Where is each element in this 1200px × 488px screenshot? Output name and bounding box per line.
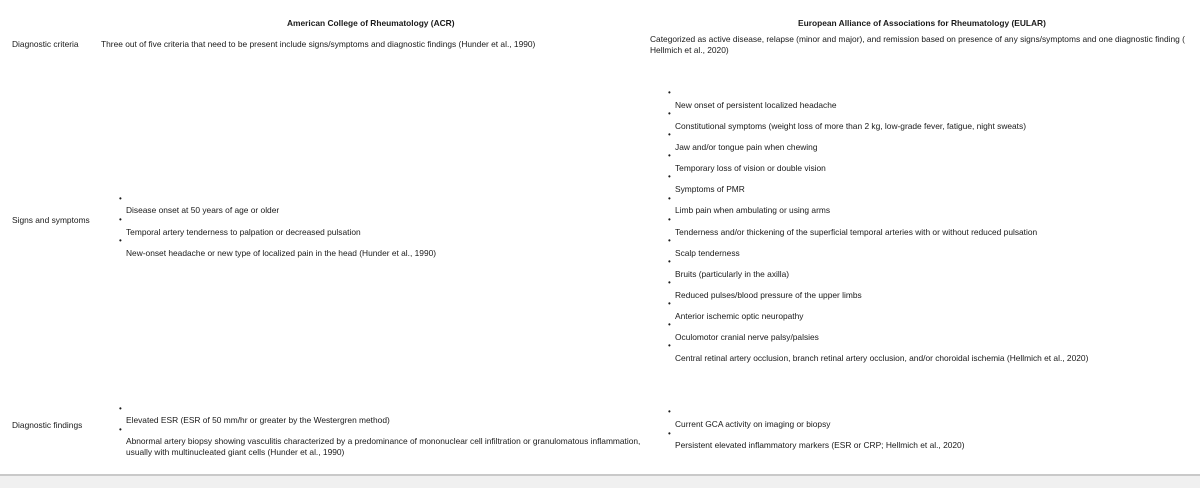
row-label-diagnostic-criteria: Diagnostic criteria [12,39,79,49]
bullet-icon: • [668,194,671,203]
acr-finding-item: Abnormal artery biopsy showing vasculitis characterized by a predominance of mononuclear cell infiltration or granulomatous inflammation, usually with multinucleated giant cells (Hunder et al., 1990) [126,436,641,457]
eular-sign-item: Central retinal artery occlusion, branch retinal artery occlusion, and/or choroidal ischemia (Hellmich et al., 2020) [675,353,1089,363]
bullet-icon: • [668,236,671,245]
acr-column-header: American College of Rheumatology (ACR) [287,18,455,28]
eular-sign-item: Limb pain when ambulating or using arms [675,205,831,215]
bullet-icon: • [668,88,671,97]
bullet-icon: • [119,194,122,203]
bullet-icon: • [668,109,671,118]
bullet-icon: • [668,257,671,266]
acr-diagnostic-criteria: Three out of five criteria that need to be present include signs/symptoms and diagnostic findings (Hunder et al., 1990) [101,39,536,49]
bullet-icon: • [668,130,671,139]
eular-finding-item: Current GCA activity on imaging or biopsy [675,419,831,429]
bullet-icon: • [668,429,671,438]
eular-sign-item: New onset of persistent localized headache [675,100,837,110]
acr-sign-item: New-onset headache or new type of localized pain in the head (Hunder et al., 1990) [126,248,437,258]
eular-sign-item: Reduced pulses/blood pressure of the upper limbs [675,290,862,300]
bullet-icon: • [668,299,671,308]
bullet-icon: • [668,278,671,287]
bullet-icon: • [668,341,671,350]
eular-sign-item: Jaw and/or tongue pain when chewing [675,142,818,152]
eular-sign-item: Scalp tenderness [675,248,740,258]
bullet-icon: • [668,320,671,329]
bullet-icon: • [668,151,671,160]
eular-diagnostic-criteria: Categorized as active disease, relapse (minor and major), and remission based on presence of any signs/symptoms and one diagnostic finding ( Hellmich et al., 2020) [650,34,1185,55]
eular-sign-item: Symptoms of PMR [675,184,745,194]
eular-column-header: European Alliance of Associations for Rheumatology (EULAR) [798,18,1046,28]
eular-sign-item: Constitutional symptoms (weight loss of more than 2 kg, low-grade fever, fatigue, night sweats) [675,121,1026,131]
bullet-icon: • [119,404,122,413]
acr-finding-item: Elevated ESR (ESR of 50 mm/hr or greater by the Westergren method) [126,415,390,425]
row-label-signs-and-symptoms: Signs and symptoms [12,215,90,225]
bullet-icon: • [119,215,122,224]
eular-sign-item: Bruits (particularly in the axilla) [675,269,790,279]
row-label-diagnostic-findings: Diagnostic findings [12,420,83,430]
bullet-icon: • [668,172,671,181]
bullet-icon: • [668,215,671,224]
eular-finding-item: Persistent elevated inflammatory markers (ESR or CRP; Hellmich et al., 2020) [675,440,965,450]
bullet-icon: • [668,407,671,416]
bullet-icon: • [119,236,122,245]
acr-sign-item: Disease onset at 50 years of age or older [126,205,280,215]
eular-sign-item: Anterior ischemic optic neuropathy [675,311,804,321]
bullet-icon: • [119,425,122,434]
eular-sign-item: Oculomotor cranial nerve palsy/palsies [675,332,819,342]
acr-sign-item: Temporal artery tenderness to palpation or decreased pulsation [126,227,361,237]
eular-sign-item: Tenderness and/or thickening of the superficial temporal arteries with or without reduced pulsation [675,227,1038,237]
eular-sign-item: Temporary loss of vision or double vision [675,163,826,173]
